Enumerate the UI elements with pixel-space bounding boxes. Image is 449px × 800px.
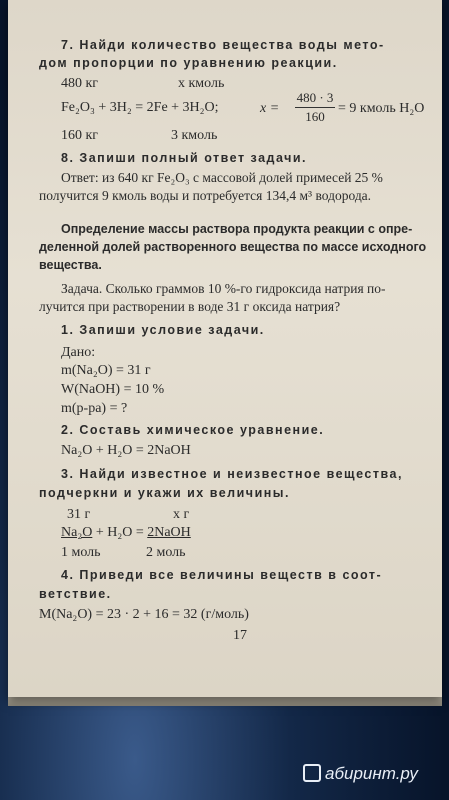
task-line-2: лучится при растворении в воде 31 г оксида натрия? [39, 299, 341, 314]
step4-heading-1: 4. Приведи все величины веществ в соот- [61, 568, 383, 582]
task-line-1: Задача. Сколько граммов 10 %-го гидроксида натрия по- [61, 281, 386, 296]
step7-heading-1: 7. Найди количество вещества воды мето- [61, 38, 385, 52]
step3-heading-1: 3. Найди известное и неизвестное вещества, [61, 467, 403, 481]
given-2: W(NaOH) = 10 % [61, 382, 165, 397]
given-3: m(р-ра) = ? [61, 401, 128, 416]
step3-eq-known: Na₂O [61, 525, 93, 540]
step3-above-left: 31 г [67, 507, 91, 522]
step3-eq-middle: + H₂O = [92, 525, 148, 540]
step3-heading-2: подчеркни и укажи их величины. [39, 486, 290, 500]
step8-answer-2: получится 9 кмоль воды и потребуется 134,4 м³ водорода. [39, 188, 372, 203]
book-page [8, 0, 442, 697]
step3-eq-unknown: 2NaOH [147, 525, 191, 540]
step7-frac-den: 160 [305, 109, 325, 124]
step7-below-right: 3 кмоль [171, 128, 218, 143]
step7-equation: Fe₂O₃ + 3H₂ = 2Fe + 3H₂O; [61, 100, 219, 115]
step8-answer-1: Ответ: из 640 кг Fe₂O₃ с массовой долей примесей 25 % [61, 170, 383, 185]
given-label: Дано: [61, 345, 96, 360]
step3-above-right: x г [173, 507, 190, 522]
step2-heading: 2. Составь химическое уравнение. [61, 423, 325, 437]
section-title-1: Определение массы раствора продукта реакции с опре- [61, 222, 413, 236]
step1-heading: 1. Запиши условие задачи. [61, 323, 265, 337]
fraction-bar [295, 107, 335, 108]
step7-above-left: 480 кг [61, 76, 99, 91]
step4-heading-2: ветствие. [39, 587, 112, 601]
step7-frac-num: 480 · 3 [296, 90, 334, 105]
labirint-logo-icon [303, 764, 321, 782]
step7-result: = 9 кмоль H₂O [338, 101, 425, 116]
page-number: 17 [233, 628, 247, 643]
step7-x-label: x = [260, 101, 280, 116]
given-1: m(Na₂O) = 31 г [61, 363, 151, 378]
step3-below-left: 1 моль [61, 545, 101, 560]
step3-equation [61, 525, 191, 541]
step7-above-right: x кмоль [178, 76, 225, 91]
step2-equation: Na₂O + H₂O = 2NaOH [61, 443, 191, 458]
step7-fraction [295, 90, 335, 130]
step3-below-right: 2 моль [146, 545, 186, 560]
step8-heading: 8. Запиши полный ответ задачи. [61, 151, 308, 165]
step4-formula: M(Na₂O) = 23 · 2 + 16 = 32 (г/моль) [39, 607, 249, 622]
step7-below-left: 160 кг [61, 128, 99, 143]
watermark-text: абиринт.ру [325, 764, 418, 783]
section-title-2: деленной долей растворенного вещества по массе исходного [39, 240, 427, 254]
section-title-3: вещества. [39, 258, 102, 272]
step7-heading-2: дом пропорции по уравнению реакции. [39, 56, 338, 70]
